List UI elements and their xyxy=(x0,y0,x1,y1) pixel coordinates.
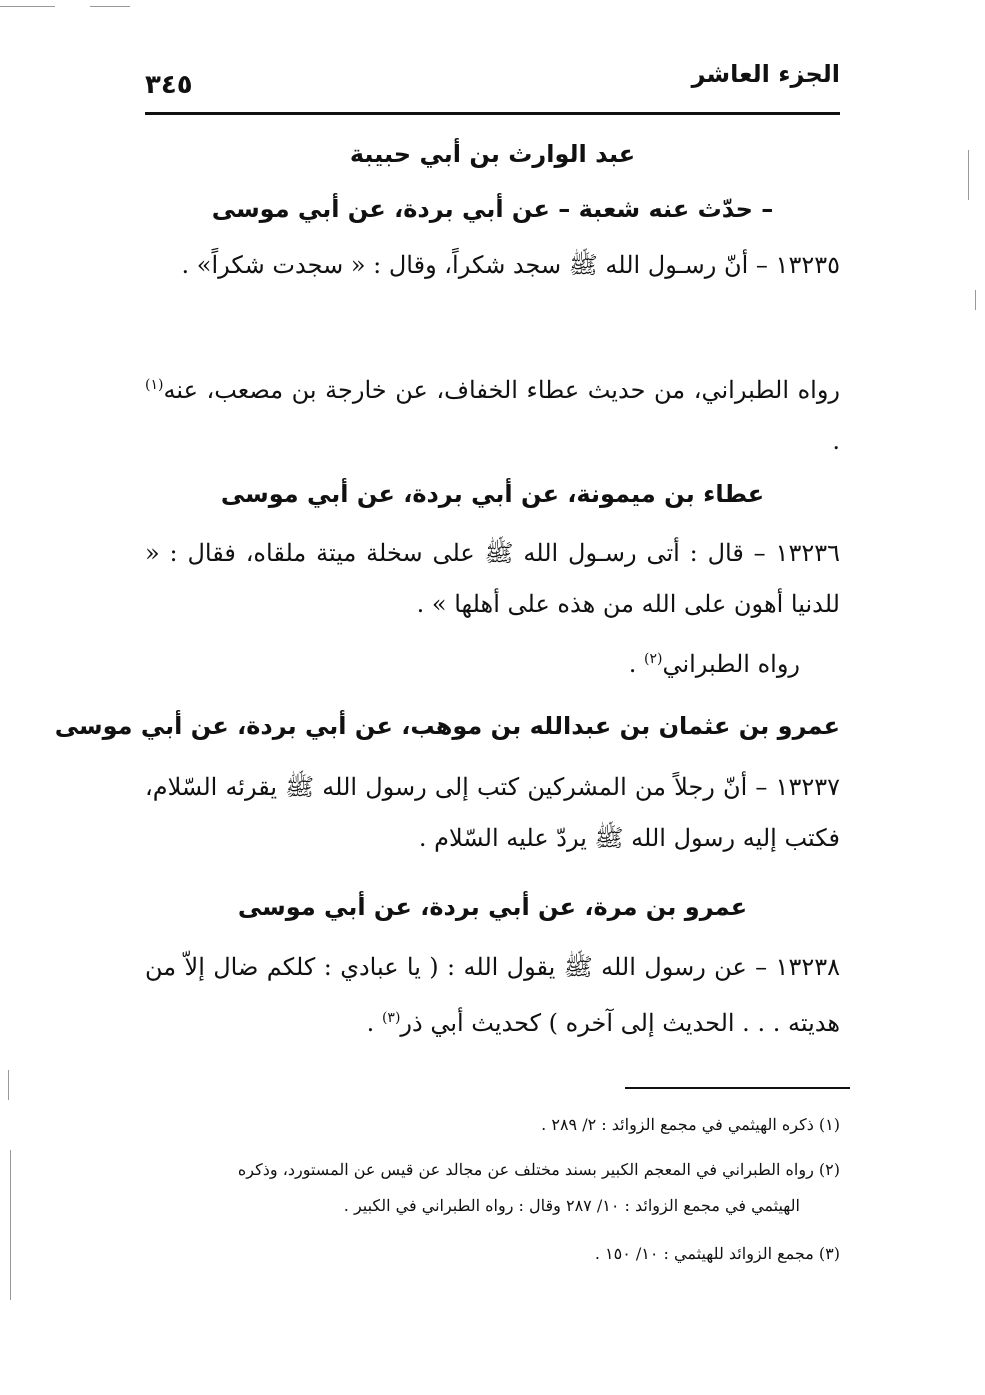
scan-mark xyxy=(968,150,969,200)
footnote-2-line-2: الهيثمي في مجمع الزوائد : ١٠/ ٢٨٧ وقال : رواه الطبراني في الكبير . xyxy=(343,1196,800,1215)
hadith-13236-source: رواه الطبراني$^{(٢)}$ . xyxy=(628,650,800,678)
scan-mark xyxy=(8,1070,9,1100)
hadith-13236: ١٣٢٣٦ – قال : أتى رسـول الله ﷺ على سخلة ميتة ملقاه، فقال : « للدنيا أهون على الله من هذه على أهلها » . xyxy=(145,539,840,618)
header-rule xyxy=(145,112,840,115)
section-heading-ata: عطاء بن ميمونة، عن أبي بردة، عن أبي موسى xyxy=(220,480,765,508)
scan-mark xyxy=(10,1150,11,1300)
hadith-text: ١٣٢٣٨ – عن رسول الله ﷺ يقول الله : ( يا عبادي : كلكم ضال إلاّ من هديته . . . الحديث إلى آخره ) كحديث أبي ذر xyxy=(145,953,840,1037)
hadith-13238: ١٣٢٣٨ – عن رسول الله ﷺ يقول الله : ( يا عبادي : كلكم ضال إلاّ من هديته . . . الحديث إلى آخره ) كحديث أبي ذر$^{(٣)}$ . xyxy=(145,953,840,1037)
source-text: رواه الطبراني، من حديث عطاء الخفاف، عن خارجة بن مصعب، عنه xyxy=(163,376,840,404)
section-heading-abd-al-warith: عبد الوارث بن أبي حبيبة xyxy=(349,140,636,168)
footnote-3: (٣) مجمع الزوائد للهيثمي : ١٠/ ١٥٠ . xyxy=(594,1244,840,1263)
scan-mark xyxy=(975,290,976,310)
hadith-13235-source: رواه الطبراني، من حديث عطاء الخفاف، عن خارجة بن مصعب، عنه$^{(١)}$ . xyxy=(145,376,840,455)
page-header xyxy=(145,58,840,98)
scan-mark xyxy=(0,6,55,7)
hadith-13235: ١٣٢٣٥ – أنّ رسـول الله ﷺ سجد شكراً، وقال : « سجدت شكراً» . xyxy=(181,251,840,279)
footnote-1: (١) ذكره الهيثمي في مجمع الزوائد : ٢/ ٢٨٩ . xyxy=(541,1115,840,1134)
footnote-ref: (١) xyxy=(145,377,164,393)
hadith-13237: ١٣٢٣٧ – أنّ رجلاً من المشركين كتب إلى رسول الله ﷺ يقرئه السّلام، فكتب إليه رسول الله ﷺ يردّ عليه السّلام . xyxy=(145,773,840,852)
section-heading-amr-uthman: عمرو بن عثمان بن عبدالله بن موهب، عن أبي بردة، عن أبي موسى xyxy=(54,712,840,740)
footnote-2-line-1: (٢) رواه الطبراني في المعجم الكبير بسند مختلف عن مجالد عن قيس عن المستورد، وذكره xyxy=(237,1160,840,1179)
section-subheading-shuba: – حدّث عنه شعبة – عن أبي بردة، عن أبي موسى xyxy=(211,195,774,223)
footnote-ref: (٢) xyxy=(643,651,663,667)
running-title: الجزء العاشر xyxy=(691,60,840,88)
scan-mark xyxy=(90,6,130,7)
section-heading-amr-murra: عمرو بن مرة، عن أبي بردة، عن أبي موسى xyxy=(237,893,748,921)
footnote-2 xyxy=(145,1152,840,1224)
footnote-ref: (٣) xyxy=(381,1010,401,1026)
source-text: رواه الطبراني xyxy=(662,650,800,678)
footnote-separator xyxy=(625,1087,850,1089)
page-number: ٣٤٥ xyxy=(145,70,193,100)
